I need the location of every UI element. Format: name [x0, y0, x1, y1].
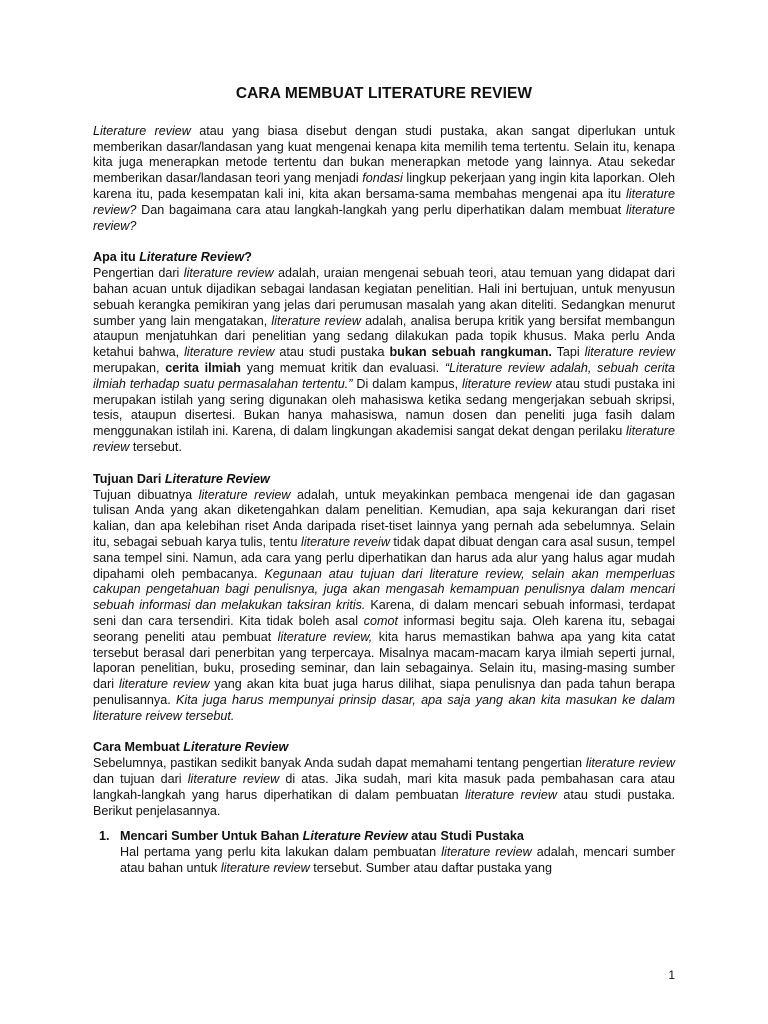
- italic-text: literature review: [462, 376, 552, 391]
- page-number: 1: [668, 968, 675, 982]
- intro-paragraph: [93, 124, 675, 235]
- italic-text: literature review: [183, 266, 274, 281]
- document-title: CARA MEMBUAT LITERATURE REVIEW: [235, 85, 533, 102]
- section-body-how-to: [93, 756, 675, 819]
- italic-text: literature review: [584, 345, 676, 360]
- italic-text: literature review: [585, 756, 675, 771]
- italic-text: literature review: [441, 845, 532, 860]
- list-item-number: 1.: [99, 829, 110, 844]
- italic-text: literature review: [93, 424, 675, 454]
- section-heading-how-to: [93, 740, 675, 756]
- text-run: Tujuan dibuatnya: [93, 487, 199, 502]
- italic-text: fondasi: [362, 171, 403, 186]
- text-run: Karena, di dalam mencari sebuah informasi, terdapat seni dan cara tersendiri. Kita tidak boleh asal: [93, 598, 675, 628]
- text-run: Dan bagaimana cara atau langkah-langkah yang perlu diperhatikan dalam membuat: [136, 202, 626, 217]
- text-run: Pengertian dari: [93, 266, 184, 281]
- text-run: Cara Membuat: [93, 740, 184, 755]
- italic-text: literature review: [198, 487, 291, 502]
- bold-text: bukan sebuah rangkuman.: [389, 345, 552, 360]
- text-run: Apa itu: [93, 250, 140, 265]
- italic-text: literature review: [184, 345, 275, 360]
- text-run: Sebelumnya, pastikan sedikit banyak Anda sudah dapat memahami tentang pengertian: [93, 756, 586, 771]
- italic-text: “Literature review adalah, sebuah cerita ilmiah terhadap suatu permasalahan tertentu.”: [93, 360, 675, 391]
- italic-text: Kita juga harus mempunyai prinsip dasar, apa saja yang akan kita masukan ke dalam literature reivew tersebut.: [93, 692, 675, 723]
- italic-text: literature review: [271, 313, 361, 328]
- bold-text: cerita ilmiah: [165, 360, 241, 375]
- spacer: [93, 724, 675, 740]
- text-run: adalah, uraian mengenai sebuah teori, atau temuan yang didapat dari bahan acuan untuk dijadikan sebagai landasan kegiatan penelitian. Hali ini bertujuan, untuk menyusun sebuah kerangka pemikiran yang jelas dari perumusan masalah yang akan diteliti. Sedangkan menurut sumber yang lain mengatakan,: [93, 266, 675, 328]
- italic-text: comot: [363, 613, 398, 628]
- italic-text: literature reveiw: [301, 534, 390, 549]
- text-run: adalah, mencari sumber atau bahan untuk: [120, 845, 675, 876]
- text-run: merupakan,: [93, 360, 166, 375]
- italic-text: Literature Review: [183, 740, 289, 755]
- text-run: Mencari Sumber Untuk Bahan: [120, 829, 303, 844]
- text-run: atau yang biasa disebut dengan studi pustaka, akan sangat diperlukan untuk memberikan dasar/landasan yang kuat mengenai kenapa kita memilih tema tertentu. Selain itu, kenapa kita juga menerapkan metode tertentu dan bukan menerapkan metode yang lainnya. Atau sekedar memberikan dasar/landasan teori yang menjadi: [93, 123, 675, 186]
- text-run: dan tujuan dari: [93, 772, 188, 787]
- italic-text: literature review: [465, 787, 557, 802]
- text-run: tidak dapat dibuat dengan cara asal susun, tempel sana tempel sini. Namun, ada cara yang perlu diperhatikan dan harus ada alur yang halus agar mudah dipahami oleh pembacanya.: [93, 534, 675, 581]
- section-heading-what-is: [93, 250, 675, 266]
- italic-text: literature review: [119, 677, 210, 692]
- text-run: atau Studi Pustaka: [407, 829, 524, 844]
- text-run: Di dalam kampus,: [352, 376, 463, 391]
- text-run: atau studi pustaka. Berikut penjelasannya.: [93, 787, 676, 818]
- list-item: [93, 829, 675, 876]
- text-run: tersebut.: [129, 439, 182, 454]
- italic-text: Literature Review: [302, 829, 408, 844]
- list-item-body: [120, 845, 675, 877]
- italic-text: Literature Review: [164, 471, 270, 486]
- italic-text: literature review: [220, 861, 310, 876]
- spacer: [93, 234, 675, 250]
- text-run: Tapi: [551, 345, 585, 360]
- text-run: Hal pertama yang perlu kita lakukan dalam pembuatan: [120, 845, 442, 860]
- text-run: adalah, analisa berupa kritik yang bersifat membangun ataupun menjatuhkan dari penelitian yang sedang dilakukan pada topik khusus. Maka perlu Anda ketahui bahwa,: [93, 313, 676, 360]
- text-run: yang akan kita buat juga harus dilihat, siapa penulisnya dan pada tahun berapa penulisannya.: [93, 677, 676, 707]
- italic-text: literature review?: [93, 202, 675, 233]
- text-run: atau studi pustaka: [274, 345, 390, 360]
- spacer: [93, 456, 675, 472]
- text-run: kita harus memastikan bahwa apa yang kita catat tersebut berasal dari penerbitan yang terpercaya. Misalnya macam-macam karya ilmiah seperti jurnal, laporan penelitian, buku, proseding seminar, dan lain sebagainya. Selain itu, masing-masing sumber dari: [93, 629, 675, 692]
- list-item-title: [120, 829, 675, 845]
- text-run: Tujuan Dari: [93, 471, 165, 486]
- text-run: di atas. Jika sudah, mari kita masuk pada pembahasan cara atau langkah-langkah yang harus diperhatikan di dalam pembuatan: [93, 772, 676, 802]
- text-run: yang memuat kritik dan evaluasi.: [241, 360, 445, 375]
- text-run: informasi begitu saja. Oleh karena itu, sebagai seorang peneliti atau pembuat: [93, 613, 675, 644]
- italic-text: literature review?: [93, 186, 675, 217]
- text-run: ?: [244, 250, 252, 265]
- italic-text: Literature review: [93, 123, 191, 138]
- italic-text: literature review: [187, 772, 280, 787]
- italic-text: Kegunaan atau tujuan dari literature review, selain akan memperluas cakupan pengetahuan bagi penulisnya, juga akan mengasah kemampuan penulisnya dalam mencari sebuah informasi dan melakukan taksiran kritis.: [93, 566, 675, 613]
- document-page: [93, 86, 675, 877]
- section-heading-purpose: [93, 472, 675, 488]
- section-body-what-is: [93, 266, 675, 456]
- text-run: adalah, untuk meyakinkan pembaca mengenai ide dan gagasan tulisan Anda yang akan diketengahkan dalam penelitian. Kemudian, apa saja kekurangan dari riset kalian, dan apa kelebihan riset Anda daripada riset-tiset lainnya yang pernah ada sebelumnya. Selain itu, sebagai sebuah karya tulis, tentu: [93, 487, 676, 549]
- italic-text: literature review,: [277, 629, 373, 644]
- italic-text: Literature Review: [139, 250, 245, 265]
- text-run: lingkup pekerjaan yang ingin kita laporkan. Oleh karena itu, pada kesempatan kali ini, kita akan bersama-sama membahas mengenai apa itu: [93, 171, 675, 201]
- text-run: atau studi pustaka ini merupakan istilah yang sering digunakan oleh mahasiswa ketika sedang mengerjakan sebuah skripsi, tesis, ataupun disertesi. Bukan hanya mahasiswa, namun dosen dan peneliti juga fasih dalam menggunakan istilah ini. Karena, di dalam lingkungan akademisi sangat dekat dengan perilaku: [93, 376, 675, 439]
- text-run: tersebut. Sumber atau daftar pustaka yang: [309, 861, 552, 876]
- section-body-purpose: [93, 488, 675, 725]
